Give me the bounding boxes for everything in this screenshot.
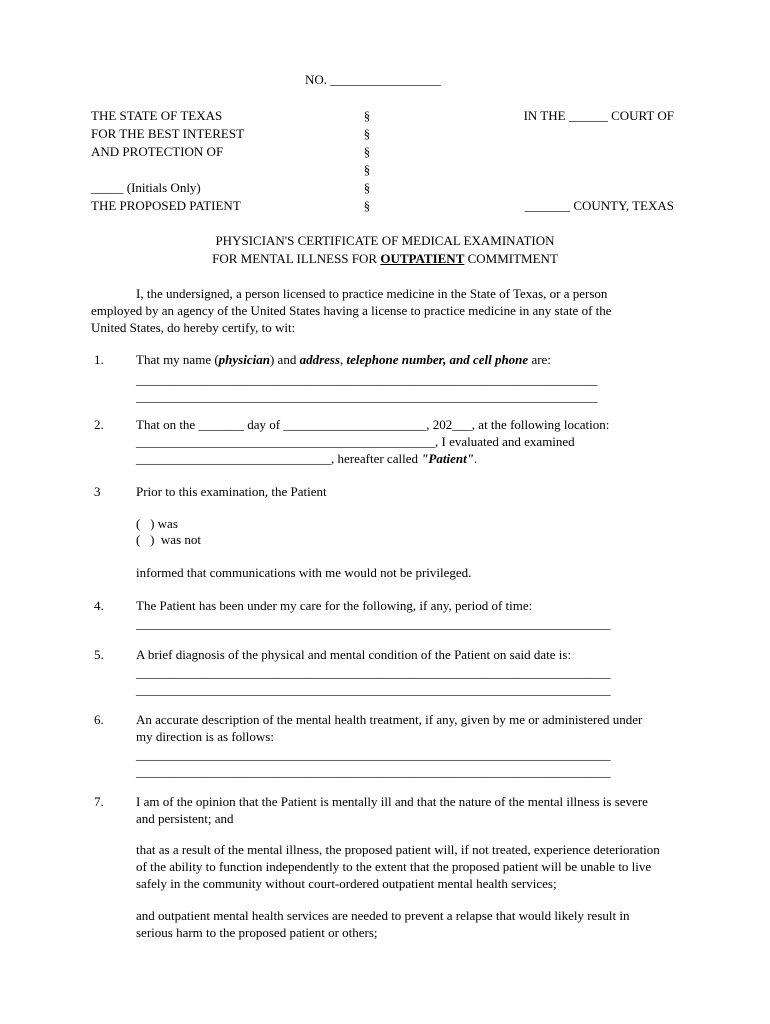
item-7-para-3-line-1: and outpatient mental health services are needed to prevent a relapse that would likely result in <box>136 908 630 923</box>
section-mark: § <box>363 144 371 159</box>
style-left-line-2: FOR THE BEST INTEREST <box>91 126 245 141</box>
outpatient-emphasis: OUTPATIENT <box>380 251 465 266</box>
item-number: 2. <box>94 417 104 432</box>
item-3-text-2: informed that communications with me would not be privileged. <box>136 565 472 580</box>
item-7-text-1: I am of the opinion that the Patient is mentally ill and that the nature of the mental illness is severe <box>136 794 648 809</box>
section-mark: § <box>363 180 371 195</box>
item-7-text-2: and persistent; and <box>136 811 234 826</box>
diagnosis-blank[interactable]: _________________________________________________________________________ <box>136 682 611 697</box>
item-7-para-2-line-3: safely in the community without court-ordered outpatient mental health services; <box>136 876 557 891</box>
initials-line: _____ (Initials Only) <box>91 180 201 195</box>
diagnosis-blank[interactable]: _________________________________________________________________________ <box>136 665 611 680</box>
item-number: 1. <box>94 352 104 367</box>
document-title: PHYSICIAN'S CERTIFICATE OF MEDICAL EXAMINATION <box>215 233 555 248</box>
section-mark: § <box>363 162 371 177</box>
item-number: 6. <box>94 712 104 727</box>
item-1-text: That my name (physician) and address, telephone number, and cell phone are: <box>136 352 551 367</box>
item-4-text: The Patient has been under my care for the following, if any, period of time: <box>136 598 533 613</box>
item-3-text: Prior to this examination, the Patient <box>136 484 327 499</box>
treatment-blank[interactable]: _________________________________________________________________________ <box>136 764 611 779</box>
patient-name-line[interactable]: ______________________________, hereafter called "Patient". <box>136 451 478 466</box>
document-subtitle: FOR MENTAL ILLNESS FOR OUTPATIENT COMMITMENT <box>212 251 558 266</box>
intro-line-1: I, the undersigned, a person licensed to practice medicine in the State of Texas, or a person <box>136 286 608 301</box>
item-number: 4. <box>94 598 104 613</box>
item-5-text: A brief diagnosis of the physical and mental condition of the Patient on said date is: <box>136 647 572 662</box>
item-6-text-1: An accurate description of the mental health treatment, if any, given by me or administered under <box>136 712 643 727</box>
section-mark: § <box>363 126 371 141</box>
name-address-blank[interactable]: _______________________________________________________________________ <box>136 372 598 387</box>
proposed-patient-line: THE PROPOSED PATIENT <box>91 198 241 213</box>
item-7-para-2-line-1: that as a result of the mental illness, the proposed patient will, if not treated, experience deterioration <box>136 842 660 857</box>
section-mark: § <box>363 108 371 123</box>
court-line: IN THE ______ COURT OF <box>523 108 674 123</box>
exam-location-line[interactable]: ______________________________________________, I evaluated and examined <box>136 434 575 449</box>
section-mark: § <box>363 198 371 213</box>
item-7-para-2-line-2: of the ability to function independently to the extent that the proposed patient will be unable to live <box>136 859 652 874</box>
intro-line-2: employed by an agency of the United States having a license to practice medicine in any state of the <box>91 303 612 318</box>
style-left-line-1: THE STATE OF TEXAS <box>91 108 223 123</box>
item-number: 3 <box>94 484 101 499</box>
item-number: 5. <box>94 647 104 662</box>
style-left-line-3: AND PROTECTION OF <box>91 144 224 159</box>
case-number-line: NO. _________________ <box>305 72 441 87</box>
treatment-blank[interactable]: _________________________________________________________________________ <box>136 747 611 762</box>
name-address-blank[interactable]: _______________________________________________________________________ <box>136 389 598 404</box>
care-period-blank[interactable]: _________________________________________________________________________ <box>136 616 611 631</box>
intro-line-3: United States, do hereby certify, to wit: <box>91 320 296 335</box>
exam-date-line[interactable]: That on the _______ day of ______________________, 202___, at the following location: <box>136 417 610 432</box>
item-6-text-2: my direction is as follows: <box>136 729 274 744</box>
was-not-checkbox[interactable]: ( ) was not <box>136 532 201 547</box>
item-7-para-3-line-2: serious harm to the proposed patient or others; <box>136 925 378 940</box>
item-number: 7. <box>94 794 104 809</box>
county-line: _______ COUNTY, TEXAS <box>524 198 674 213</box>
was-checkbox[interactable]: ( ) was <box>136 516 178 531</box>
